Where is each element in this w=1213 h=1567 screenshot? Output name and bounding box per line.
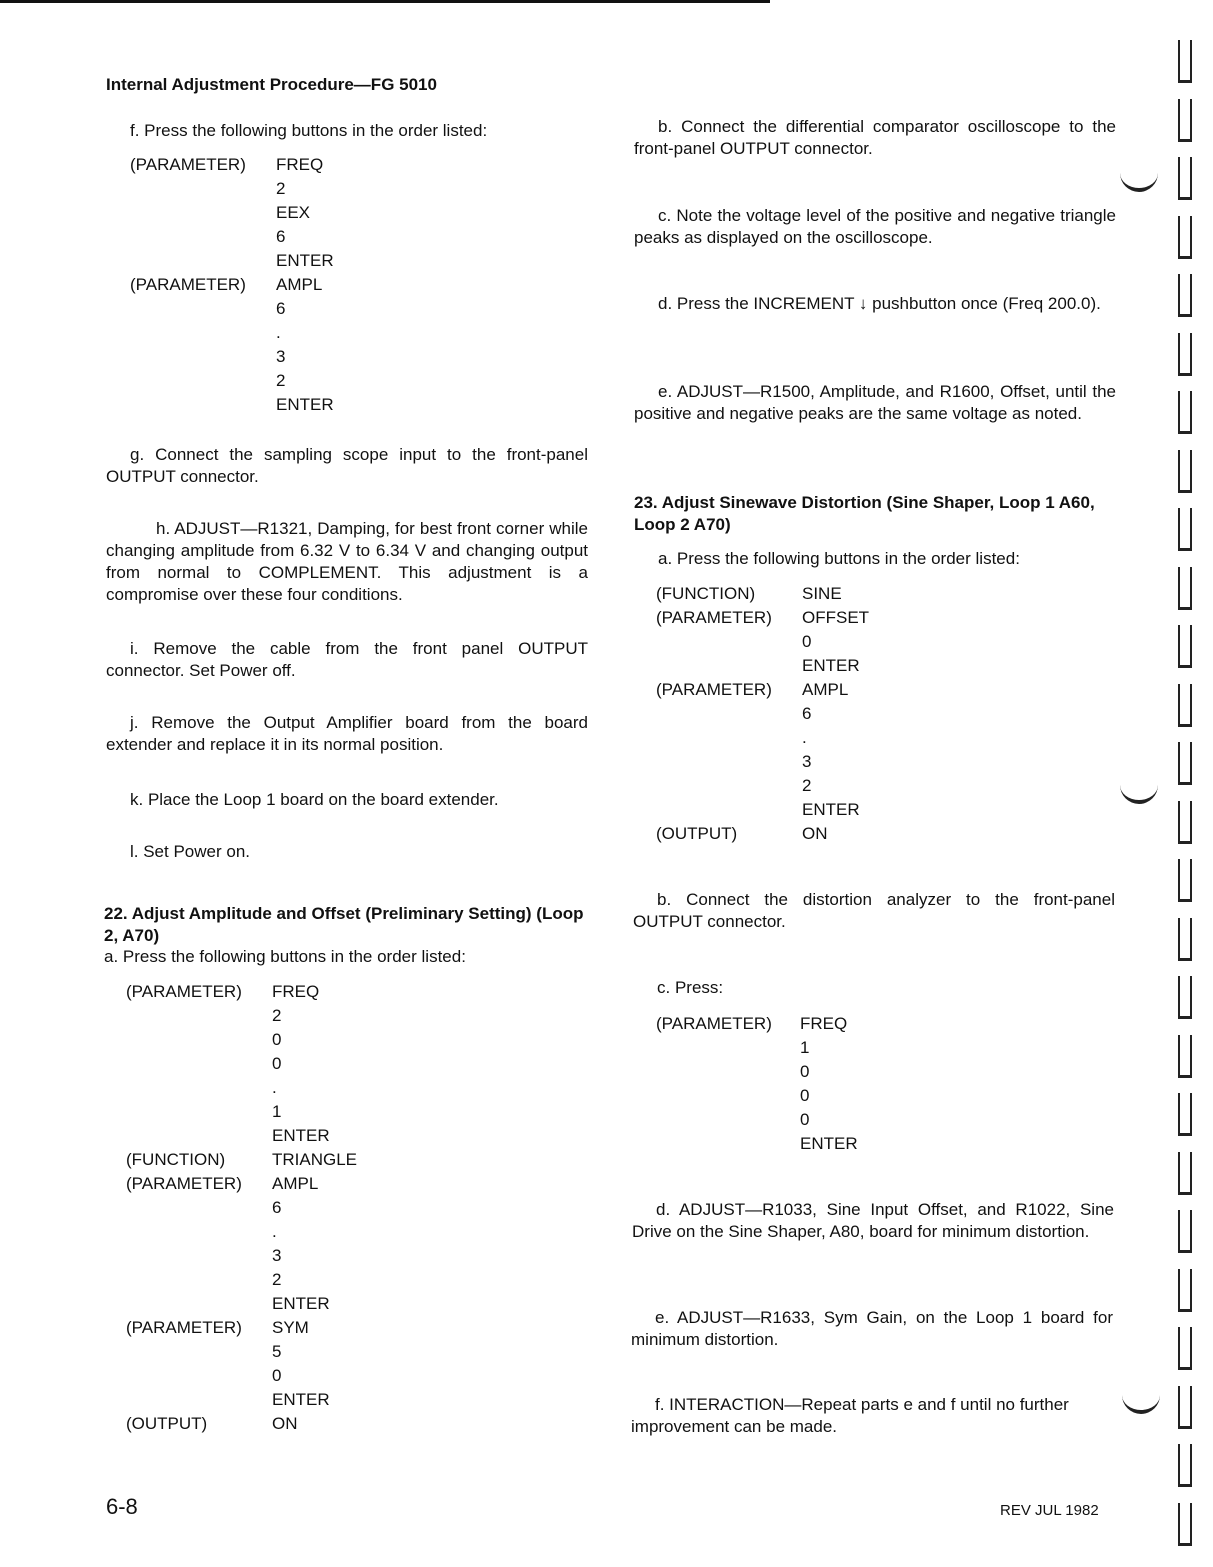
sequence-row [656,606,870,630]
sequence-key: 6 [276,227,286,246]
sequence-row [126,1388,330,1412]
sequence-group-label: (PARAMETER) [656,680,772,699]
binding-ring [1178,625,1192,668]
binding-ring [1178,157,1192,200]
step-23e: e. ADJUST—R1633, Sym Gain, on the Loop 1 board for minimum distortion. [631,1308,1113,1349]
sequence-row [126,1196,282,1220]
step-22e: e. ADJUST—R1500, Amplitude, and R1600, Offset, until the positive and negative peaks are the same voltage as noted. [634,382,1116,423]
sequence-key: 6 [276,299,286,318]
sequence-row [126,1028,282,1052]
binding-ring [1178,1210,1192,1253]
sequence-row [656,1084,810,1108]
binding-ring [1178,508,1192,551]
sequence-key: ENTER [802,800,860,819]
binding-ring [1178,918,1192,961]
binding-ring [1178,976,1192,1019]
sequence-key: FREQ [800,1014,848,1033]
sequence-group-label: (FUNCTION) [126,1150,226,1169]
sequence-key: . [272,1222,277,1241]
sequence-group-label: (PARAMETER) [656,608,772,627]
sequence-key: ENTER [800,1134,858,1153]
binding-ring [1178,567,1192,610]
binding-ring [1178,333,1192,376]
binding-ring [1178,742,1192,785]
sequence-row [656,630,812,654]
step-23d: d. ADJUST—R1033, Sine Input Offset, and R1022, Sine Drive on the Sine Shaper, A80, board for minimum distortion. [632,1200,1114,1241]
step-23b: b. Connect the distortion analyzer to the front-panel OUTPUT connector. [633,890,1115,931]
sequence-key: ENTER [276,251,334,270]
sequence-row [126,1004,282,1028]
sequence-key: 2 [276,179,286,198]
sequence-row [130,321,281,345]
binding-curl [1120,782,1158,804]
binding-ring [1178,450,1192,493]
sequence-key: ENTER [802,656,860,675]
sequence-row [656,1132,858,1156]
binding-ring [1178,1269,1192,1312]
sequence-key: 1 [800,1038,810,1057]
binding-ring [1178,859,1192,902]
binding-curl [1120,170,1158,192]
sequence-key: 0 [800,1110,810,1129]
sequence-group-label: (PARAMETER) [130,275,246,294]
sequence-key: 0 [802,632,812,651]
sequence-key: 5 [272,1342,282,1361]
sequence-key: . [276,323,281,342]
sequence-row [130,249,334,273]
binding-ring [1178,391,1192,434]
sequence-row [656,702,812,726]
sequence-row [126,1220,277,1244]
binding-ring [1178,1093,1192,1136]
sequence-group-label: (PARAMETER) [126,982,242,1001]
sequence-group-label: (PARAMETER) [126,1174,242,1193]
section-23-heading: 23. Adjust Sinewave Distortion (Sine Shaper, Loop 1 A60, Loop 2 A70) [634,493,1095,534]
sequence-key: 2 [802,776,812,795]
sequence-row [656,822,828,846]
sequence-row [656,798,860,822]
sequence-key: ENTER [276,395,334,414]
sequence-key: . [802,728,807,747]
sequence-row [130,369,286,393]
top-rule [0,0,770,3]
sequence-key: ENTER [272,1390,330,1409]
step-23a: a. Press the following buttons in the order listed: [658,549,1020,568]
sequence-row [126,1316,309,1340]
page-number: 6-8 [106,1494,138,1519]
sequence-key: 3 [272,1246,282,1265]
binding-ring [1178,216,1192,259]
step-22c: c. Note the voltage level of the positive and negative triangle peaks as displayed on the oscilloscope. [634,206,1116,247]
sequence-row [126,1292,330,1316]
sequence-row [656,1060,810,1084]
sequence-row [130,153,324,177]
sequence-group-label: (OUTPUT) [656,824,738,843]
step-22a: a. Press the following buttons in the order listed: [104,947,466,966]
sequence-row [126,1244,282,1268]
binding-rings [1170,30,1200,1550]
binding-ring [1178,1152,1192,1195]
sequence-row [656,1036,810,1060]
sequence-row [130,225,286,249]
binding-ring [1178,1035,1192,1078]
sequence-key: 6 [272,1198,282,1217]
sequence-key: 0 [800,1086,810,1105]
sequence-key: 3 [276,347,286,366]
sequence-key: 2 [276,371,286,390]
step-g: g. Connect the sampling scope input to the front-panel OUTPUT connector. [106,445,588,486]
button-sequence-23c [656,1012,858,1156]
sequence-row [656,654,860,678]
sequence-row [130,273,323,297]
step-j: j. Remove the Output Amplifier board from the board extender and replace it in its normal position. [106,713,588,754]
binding-ring [1178,99,1192,142]
sequence-row [126,1124,330,1148]
section-22-heading: 22. Adjust Amplitude and Offset (Preliminary Setting) (Loop 2, A70) [104,904,584,945]
sequence-row [130,345,286,369]
sequence-key: 0 [272,1030,282,1049]
sequence-group-label: (PARAMETER) [126,1318,242,1337]
step-l: l. Set Power on. [130,842,251,861]
sequence-key: AMPL [272,1174,319,1193]
button-sequence-22a [126,980,358,1436]
sequence-row [126,1052,282,1076]
sequence-row [130,177,286,201]
step-i: i. Remove the cable from the front panel OUTPUT connector. Set Power off. [106,639,588,680]
page-header: Internal Adjustment Procedure—FG 5010 [106,75,437,94]
sequence-row [126,1412,298,1436]
sequence-key: FREQ [272,982,320,1001]
sequence-row [126,1268,282,1292]
step-f: f. Press the following buttons in the order listed: [130,121,488,140]
sequence-key: FREQ [276,155,324,174]
step-22b: b. Connect the differential comparator oscilloscope to the front-panel OUTPUT connector. [634,117,1116,158]
sequence-key: SINE [802,584,842,603]
sequence-key: 0 [800,1062,810,1081]
sequence-row [656,678,849,702]
sequence-key: 6 [802,704,812,723]
sequence-row [656,750,812,774]
binding-ring [1178,1386,1192,1429]
binding-ring [1178,40,1192,83]
sequence-key: ON [272,1414,298,1433]
sequence-row [656,1108,810,1132]
sequence-group-label: (PARAMETER) [130,155,246,174]
sequence-key: AMPL [276,275,323,294]
revision-date: REV JUL 1982 [1000,1502,1099,1519]
binding-ring [1178,1327,1192,1370]
sequence-row [130,297,286,321]
sequence-key: 3 [802,752,812,771]
sequence-row [656,582,842,606]
sequence-key: 0 [272,1366,282,1385]
sequence-key: ENTER [272,1294,330,1313]
sequence-key: 2 [272,1270,282,1289]
sequence-row [656,1012,848,1036]
sequence-row [656,774,812,798]
step-23f: f. INTERACTION—Repeat parts e and f until no further improvement can be made. [631,1395,1069,1436]
sequence-key: ENTER [272,1126,330,1145]
button-sequence-f [130,153,334,417]
sequence-key: 1 [272,1102,282,1121]
sequence-row [126,1172,319,1196]
sequence-group-label: (OUTPUT) [126,1414,208,1433]
sequence-row [656,726,807,750]
sequence-row [126,1076,277,1100]
binding-ring [1178,1503,1192,1546]
sequence-group-label: (PARAMETER) [656,1014,772,1033]
sequence-key: OFFSET [802,608,870,627]
step-22d: d. Press the INCREMENT ↓ pushbutton once (Freq 200.0). [658,294,1101,313]
sequence-row [130,201,311,225]
sequence-row [126,1364,282,1388]
binding-ring [1178,801,1192,844]
sequence-key: . [272,1078,277,1097]
sequence-row [126,1100,282,1124]
button-sequence-23a [656,582,870,846]
sequence-group-label: (FUNCTION) [656,584,756,603]
step-h: h. ADJUST—R1321, Damping, for best front corner while changing amplitude from 6.32 V to 6.34 V and changing output from normal to COMPLEMENT. This adjustment is a compromise over these four conditions. [106,519,588,604]
binding-ring [1178,684,1192,727]
binding-ring [1178,274,1192,317]
sequence-row [130,393,334,417]
sequence-row [126,1148,358,1172]
binding-ring [1178,1444,1192,1487]
sequence-key: TRIANGLE [272,1150,358,1169]
sequence-row [126,980,320,1004]
step-k: k. Place the Loop 1 board on the board extender. [130,790,499,809]
sequence-key: 0 [272,1054,282,1073]
binding-curl [1122,1392,1160,1414]
sequence-key: ON [802,824,828,843]
sequence-key: 2 [272,1006,282,1025]
sequence-key: EEX [276,203,311,222]
sequence-row [126,1340,282,1364]
sequence-key: SYM [272,1318,309,1337]
step-23c: c. Press: [657,978,724,997]
sequence-key: AMPL [802,680,849,699]
